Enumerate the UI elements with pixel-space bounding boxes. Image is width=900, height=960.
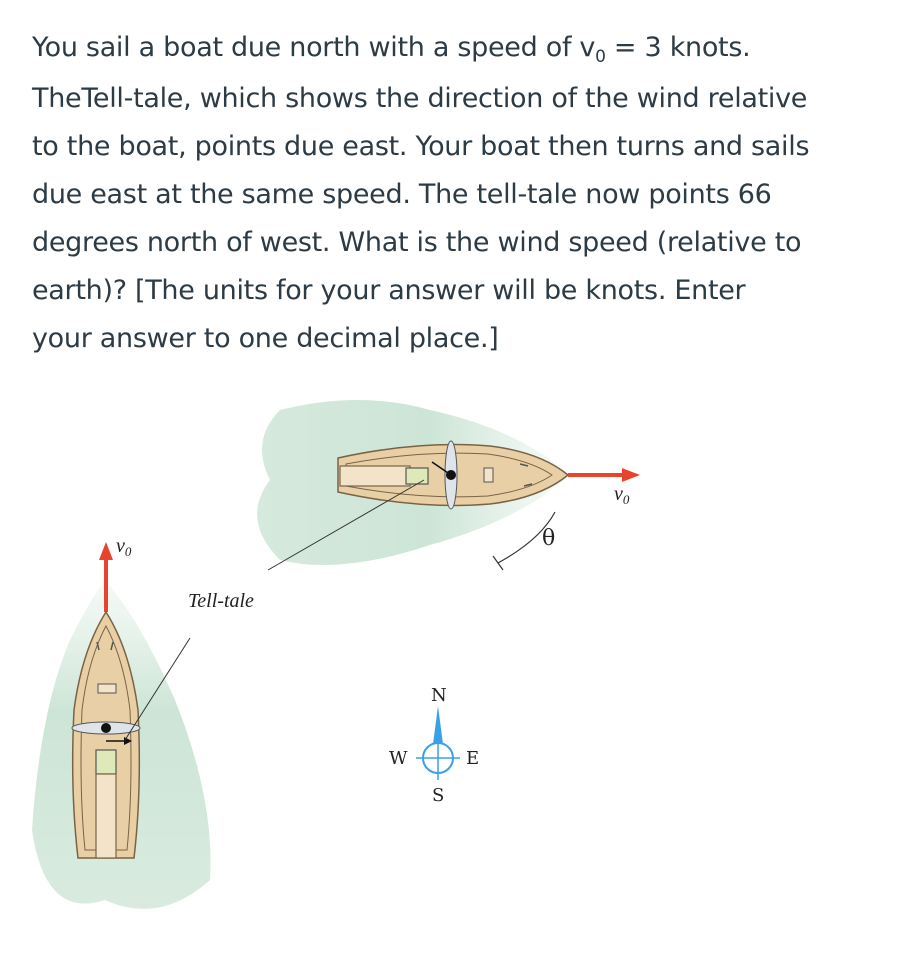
compass-e: E [466,748,480,769]
question-line-1a: You sail a boat due north with a speed of v [32,32,596,63]
question-line-1b: = 3 knots. [605,32,751,63]
compass-n: N [431,685,447,706]
compass-w: W [389,748,408,769]
question-line-7: your answer to one decimal place.] [32,323,499,354]
question-line-1 [32,24,872,75]
question-text [32,24,872,363]
question-line-3: to the boat, points due east. Your boat then turns and sails [32,131,810,162]
question-line-4: due east at the same speed. The tell-tale now points 66 [32,179,772,210]
label-telltale: Tell-tale [188,590,254,612]
compass-s: S [432,785,445,806]
sailboat-figure [0,380,900,940]
label-v0-east: $v_0$ [614,483,630,507]
compass-rose [389,685,479,806]
label-theta: θ [542,526,556,551]
subscript-zero: 0 [595,47,606,67]
question-line-6: earth)? [The units for your answer will be knots. Enter [32,275,746,306]
theta-arc-tick [493,556,503,570]
question-line-5: degrees north of west. What is the wind speed (relative to [32,227,802,258]
east-velocity-arrow [568,468,640,482]
question-line-2: TheTell-tale, which shows the direction of the wind relative [32,83,808,114]
label-v0-north: $v_0$ [116,535,132,559]
